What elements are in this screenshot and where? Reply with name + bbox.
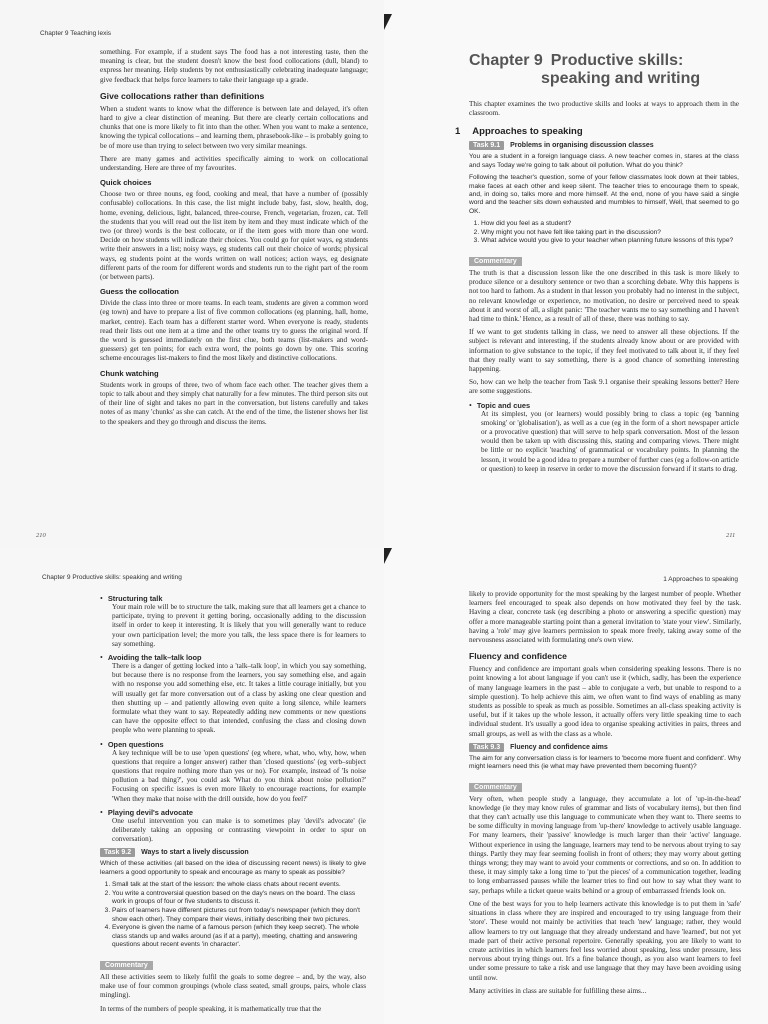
bullet-title: Playing devil's advocate [107, 807, 193, 817]
bullet-icon: • [469, 400, 472, 410]
bullet-icon: • [100, 807, 103, 817]
bookmark-marker-icon [384, 14, 392, 30]
paragraph: There are many games and activities specifically aiming to work on collocational understanding. Here are three of my favourites. [100, 154, 368, 173]
running-header: Chapter 9 Teaching lexis [40, 30, 112, 37]
section-heading: Fluency and confidence [469, 651, 567, 662]
task-text: Which of these activities (all based on the idea of discussing recent news) is likely to give learners a good opportunity to speak and encourage as many to speak as possible? [100, 860, 366, 876]
paragraph: There is a danger of getting locked into a 'talk–talk loop', in which you say something, but because there is no response from the learners, you say something else, and again with no response you add something else, etc. It takes a little courage initially, but you will usually get far more conversation out of a class by asking one clear question and then shutting up – and patiently allowing even quite a long silence, while learners formulate what they want to say. Repeatedly adding new comments or new questions can have the opposite effect to that intended, confusing the class and closing down people who were planning to speak. [112, 662, 366, 735]
bullet-title: Topic and cues [476, 400, 531, 410]
running-header: Chapter 9 Productive skills: speaking and writing [42, 574, 182, 581]
list-item: 1. How did you feel as a student? [481, 220, 739, 229]
paragraph: At its simplest, you (or learners) would possibly bring to class a topic (eg 'banning smoking' or 'globalisation'), as well as a cue (eg in the form of a short newspaper article or a provocative question) that will serve to help spark conversation. Most of the lesson would then be taken up with discussing this, stating and comparing views. There might be little or no explicit 'teaching' of grammatical or vocabulary points. In planning the lesson, it would be a good idea to prepare a number of further cues (eg a follow-on article or question) to keep in reserve in order to move the discussion forward if it starts to drag. [481, 409, 739, 473]
section-title: Approaches to speaking [472, 126, 583, 138]
paragraph: So, how can we help the teacher from Task 9.1 organise their speaking lessons better? Here are some suggestions. [469, 378, 739, 396]
paragraph: something. For example, if a student says The food has a not interesting taste, then the meaning is clear, but the student doesn't know the best food collocations (dull, bland) to express her meaning. Help students by not enthusiastically celebrating inadequate language; give feedback that helps force learners to take their language up a grade. [100, 48, 368, 84]
paragraph: Your main role will be to structure the talk, making sure that all learners get a chance to participate, trying to prevent it getting boring, occasionally adding to the discussion itself in order to keep it interesting. It is likely that you will generally want to reduce your own participation level; the more you talk, the less space there is for learners to say something. [112, 603, 366, 648]
task-items [112, 881, 366, 950]
page-212 [0, 548, 384, 1024]
task-label: Task 9.1 [469, 141, 504, 150]
section-number: 1 [455, 126, 461, 138]
task-text: The aim for any conversation class is for learners to 'become more fluent and confident'. Why might learners need this (ie what may have prevented them becoming fluent)? [469, 754, 741, 771]
bookmark-marker-icon [384, 548, 392, 564]
paragraph: The truth is that a discussion lesson like the one described in this task is more likely to produce silence or a desultory sentence or two than a scorching debate. Why this happens is not too hard to fathom. As a student in that lesson you probably had no interest in the subject, no relevant knowledge or experience, no motivation, no desire or perceived need to speak about it and worst of all, a slight panic: 'The teacher wants me to say something and I haven't had time to think.' Hence, as a result of all of these, there was nothing to say. [469, 269, 739, 324]
task-header [469, 743, 741, 752]
paragraph: Fluency and confidence are important goals when considering speaking lessons. There is no point knowing a lot about language if you can't use it (which, sadly, has been the experience of many language learners in the past – able to conjugate a verb, but unable to respond to a simple question). To help achieve this aim, we often want to find ways of enabling as many students as possible to speak as much as possible. Sometimes an all-class speaking activity is useful, but if it takes up the whole lesson, it actually offers very little speaking time to each individual student. It's usually a good idea to organise speaking activities in pairs, threes and small groups, as well as with the class as a whole. [469, 665, 741, 738]
paragraph: Students work in groups of three, two of whom face each other. The teacher gives them a topic to talk about and they simply chat naturally for a few minutes. The third person sits out of their line of sight and takes no part in the conversation, but listens carefully and takes notes of as many 'chunks' as she can catch. At the end of the time, the listener shows her list to the speakers and they go through and discuss the items. [100, 380, 368, 426]
paragraph: likely to provide opportunity for the most speaking by the largest number of people. Whether learners feel encouraged to speak also depends on how motivated they feel by the task. Having a clear, concrete task (eg describing a photo or answering a specific question) may offer a more manageable starting point than a general invitation to 'state your view'. Similarly, having a 'role' may give learners permission to speak more freely, taking away some of the nervousness associated with formulating one's own view. [469, 590, 741, 645]
running-header: 1 Approaches to speaking [663, 576, 738, 583]
paragraph: If we want to get students talking in class, we need to answer all these objections. If the subject is relevant and interesting, if the students already know about or are provided with information to give substance to the topic, if they feel motivated to talk about it, if they feel that they really want to say something, there is a good chance of something interesting happening. [469, 328, 739, 374]
paragraph: Very often, when people study a language, they accumulate a lot of 'up-in-the-head' knowledge (ie they may know rules of grammar and lists of vocabulary items), but then find that they can't actually use this language to communicate when they want to. There seems to be some difficulty in moving language from 'up-there' knowledge to actively usable language. For many learners, their 'passive' knowledge is much larger than their 'active' language. Without experience in using the language, learners may tend to be nervous about trying to say things. Partly they may fear seeming foolish in front of others; they may worry about getting things wrong; they may want to avoid your comments or corrections, and so on. In addition to these, it may simply take a long time to 'put the pieces' of a communication together, leading to long embarrassed pauses while the learner tries to find out how to say what they want to say, perhaps while a ticket queue waits behind or a group of embarrassed friends look on. [469, 794, 741, 895]
bullet-avoiding [100, 653, 366, 662]
paragraph: In terms of the numbers of people speaking, it is mathematically true that the [100, 1004, 322, 1013]
list-item: 4. Everyone is given the name of a famous person (which they keep secret). The whole class stands up and walks around (as if at a party), meeting, chatting and answering questions about recent events 'in character'. [112, 924, 366, 950]
bullet-structuring [100, 594, 366, 603]
paragraph: All these activities seem to likely fulfil the goals to some degree – and, by the way, also make use of four common groupings (whole class seated, small groups, pairs, whole class mingling). [100, 973, 366, 1000]
bullet-icon: • [100, 594, 103, 603]
list-item: 2. Why might you not have felt like taking part in the discussion? [481, 229, 739, 238]
commentary-label: Commentary [469, 257, 522, 266]
task-header [100, 848, 366, 857]
page-212-body [100, 590, 366, 1018]
page-213-body [469, 590, 741, 1000]
subheading: Guess the collocation [100, 287, 179, 297]
commentary-label: Commentary [100, 961, 153, 970]
paragraph: One of the best ways for you to help learners activate this knowledge is to put them in 'safe' situations in class where they are inspired and encouraged to try using language from their 'store'. These would not mainly be activities that teach 'new' language; rather, they would allow learners to try out language that they already understand and have 'learned', but not yet made part of their active personal repertoire. Generally speaking, you are likely to want to create activities in which learners feel less worried about speaking, less under pressure, less nervous about trying things out. It's a fine balance though, as you also want learners to feel under some pressure to take a risk and use language that they may have been avoiding using until now. [469, 899, 741, 982]
list-item: 3. What advice would you give to your teacher when planning future lessons of this type? [481, 237, 739, 246]
list-item: 2. You write a controversial question based on the day's news on the board. The class work in groups of four or five students to discuss it. [112, 890, 366, 907]
paragraph: Many activities in class are suitable for fulfilling these aims... [469, 986, 647, 995]
page-211-body [455, 100, 739, 478]
task-header [469, 141, 739, 150]
paragraph: One useful intervention you can make is to sometimes play 'devil's advocate' (ie deliberately taking an opposing or contrasting viewpoint in order to spur on conversation). [112, 816, 366, 844]
page-210-body [100, 48, 368, 431]
page-number: 210 [36, 532, 46, 539]
task-title: Ways to start a lively discussion [141, 849, 249, 857]
task-text: Following the teacher's question, some of your fellow classmates look down at their tables, make faces at each other and keep silent. The teacher tries to encourage them to speak, and, in doing so, talks more and more himself. At the end, none of you have said a single word and the teacher sits down exhausted and mumbles to himself, Well, that seemed to go OK. [469, 174, 739, 215]
paragraph: This chapter examines the two productive skills and looks at ways to approach them in the classroom. [469, 100, 739, 118]
task-label: Task 9.3 [469, 743, 504, 752]
bullet-icon: • [100, 739, 103, 749]
page-210 [0, 0, 384, 548]
bullet-devils-advocate [100, 808, 366, 817]
paragraph: A key technique will be to use 'open questions' (eg where, what, who, why, how, when questions that require a longer answer) rather than 'closed questions' (eg verb–subject questions that require nothing more than yes or no). For example, instead of 'Is noise pollution a bad thing?', you could ask 'What do you think about noise pollution?' Focusing on specific issues is even more likely to encourage reactions, for example 'When they make that noise with the drill outside, how do you feel?' [112, 748, 366, 803]
task-label: Task 9.2 [100, 848, 135, 857]
list-item: 3. Pairs of learners have different pictures cut from today's newspaper (which they don't show each other). They compare their views, initially describing their two pictures. [112, 907, 366, 924]
page-number: 211 [726, 532, 736, 539]
chapter-title-line-1: Productive skills: [550, 52, 684, 69]
bullet-title: Structuring talk [107, 594, 163, 603]
chapter-title-line-2: speaking and writing [541, 70, 701, 87]
section-heading: Give collocations rather than definitions [100, 90, 265, 101]
paragraph: Divide the class into three or more teams. In each team, students are given a common word (eg town) and have to prepare a list of five common collocations (eg planning, hall, home, market, centre). Each team has a different starter word. When everyone is ready, students read their lists out one item at a time and the other teams try to guess the original word. If the word is guessed immediately on the first clue, both teams (list-makers and word-guessers) get ten points; for each extra word, the points go down by one. This scoring scheme encourages list-makers to find the most likely and distinctive collocations. [100, 299, 368, 363]
bullet-icon: • [100, 653, 103, 663]
commentary-label: Commentary [469, 783, 522, 792]
subheading: Chunk watching [100, 368, 159, 378]
list-item: 1. Small talk at the start of the lesson: the whole class chats about recent events. [112, 881, 366, 890]
task-text: You are a student in a foreign language class. A new teacher comes in, stares at the class and says Today we're going to talk about oil pollution. What do you think? [469, 153, 739, 169]
task-title: Problems in organising discussion classes [510, 142, 654, 150]
task-questions [481, 220, 739, 246]
chapter-label: Chapter 9 [469, 52, 543, 69]
bullet-title: Open questions [107, 739, 164, 749]
subheading: Quick choices [100, 178, 152, 188]
bullet-topic [469, 401, 739, 410]
section-heading [455, 126, 739, 137]
bullet-open-questions [100, 740, 366, 749]
page-213 [384, 548, 768, 1024]
paragraph: When a student wants to know what the difference is between late and delayed, it's often hard to give a clear distinction of meaning. But there are clearly certain collocations and chunks that one is more likely to fit into than the other. When you want to make a sentence, knowing the typical collocations – and learning them, phrasebook-like – is probably going to be of more use than trying to select between two very similar meanings. [100, 104, 368, 150]
paragraph: Choose two or three nouns, eg food, cooking and meal, that have a number of (possibly confusable) collocations. In this case, the list might include baby, fast, slow, health, dog, home, evening, delicious, light, balanced, three-course, French, vegetarian, frozen, cat. Tell the students that you will read out the list item by item and they must indicate which of the two (or three) words is the best collocate, or if the item goes with more than one word. Decide on how students will indicate their choices. You could go for quiet ways, eg students write their answers in a list; noisy ways, eg students call out their choice of words; physical ways, eg students point at the words written on wall notices; action ways, eg designate different parts of the room for different words and students run to the right part of the room (or between parts). [100, 190, 368, 282]
chapter-title [469, 52, 739, 88]
page-211 [384, 0, 768, 548]
bullet-title: Avoiding the talk–talk loop [107, 653, 202, 663]
task-title: Fluency and confidence aims [510, 743, 608, 751]
